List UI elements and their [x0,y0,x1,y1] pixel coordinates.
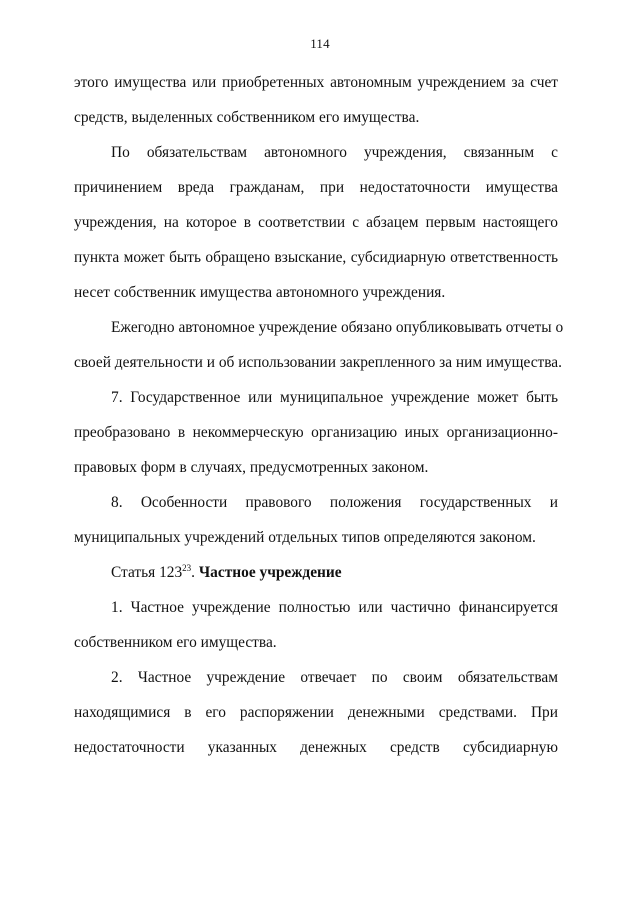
paragraph-line: 7. Государственное или муниципальное учреждение может быть [111,389,558,406]
paragraph-line: несет собственник имущества автономного учреждения. [74,284,446,301]
paragraph-line: собственником его имущества. [74,634,277,651]
paragraph-line: недостаточности указанных денежных средств субсидиарную [74,739,558,756]
paragraph-line: По обязательствам автономного учреждения, связанным с [111,144,558,161]
paragraph-line: своей деятельности и об использовании закрепленного за ним имущества. [74,354,562,371]
paragraph-line: этого имущества или приобретенных автономным учреждением за счет [74,74,558,91]
paragraph-line: 2. Частное учреждение отвечает по своим обязательствам [111,669,558,686]
article-separator: . [191,564,199,581]
article-number: Статья 123 [111,564,183,581]
paragraph-line: учреждения, на которое в соответствии с абзацем первым настоящего [74,214,558,231]
article-superscript: 23 [182,562,192,573]
paragraph-line: находящимися в его распоряжении денежными средствами. При [74,704,558,721]
paragraph-line: причинением вреда гражданам, при недостаточности имущества [74,179,558,196]
paragraph-line: 1. Частное учреждение полностью или частично финансируется [111,599,558,616]
paragraph-line: муниципальных учреждений отдельных типов определяются законом. [74,529,536,546]
article-title: Частное учреждение [198,564,342,581]
paragraph-line: Ежегодно автономное учреждение обязано опубликовывать отчеты о [111,319,564,336]
article-heading [111,563,342,583]
paragraph-line: пункта может быть обращено взыскание, субсидиарную ответственность [74,249,558,266]
page-number: 114 [310,36,330,51]
paragraph-line: преобразовано в некоммерческую организацию иных организационно- [74,424,558,441]
paragraph-line: правовых форм в случаях, предусмотренных законом. [74,459,429,476]
paragraph-line: 8. Особенности правового положения государственных и [111,494,558,511]
paragraph-line: средств, выделенных собственником его имущества. [74,109,420,126]
